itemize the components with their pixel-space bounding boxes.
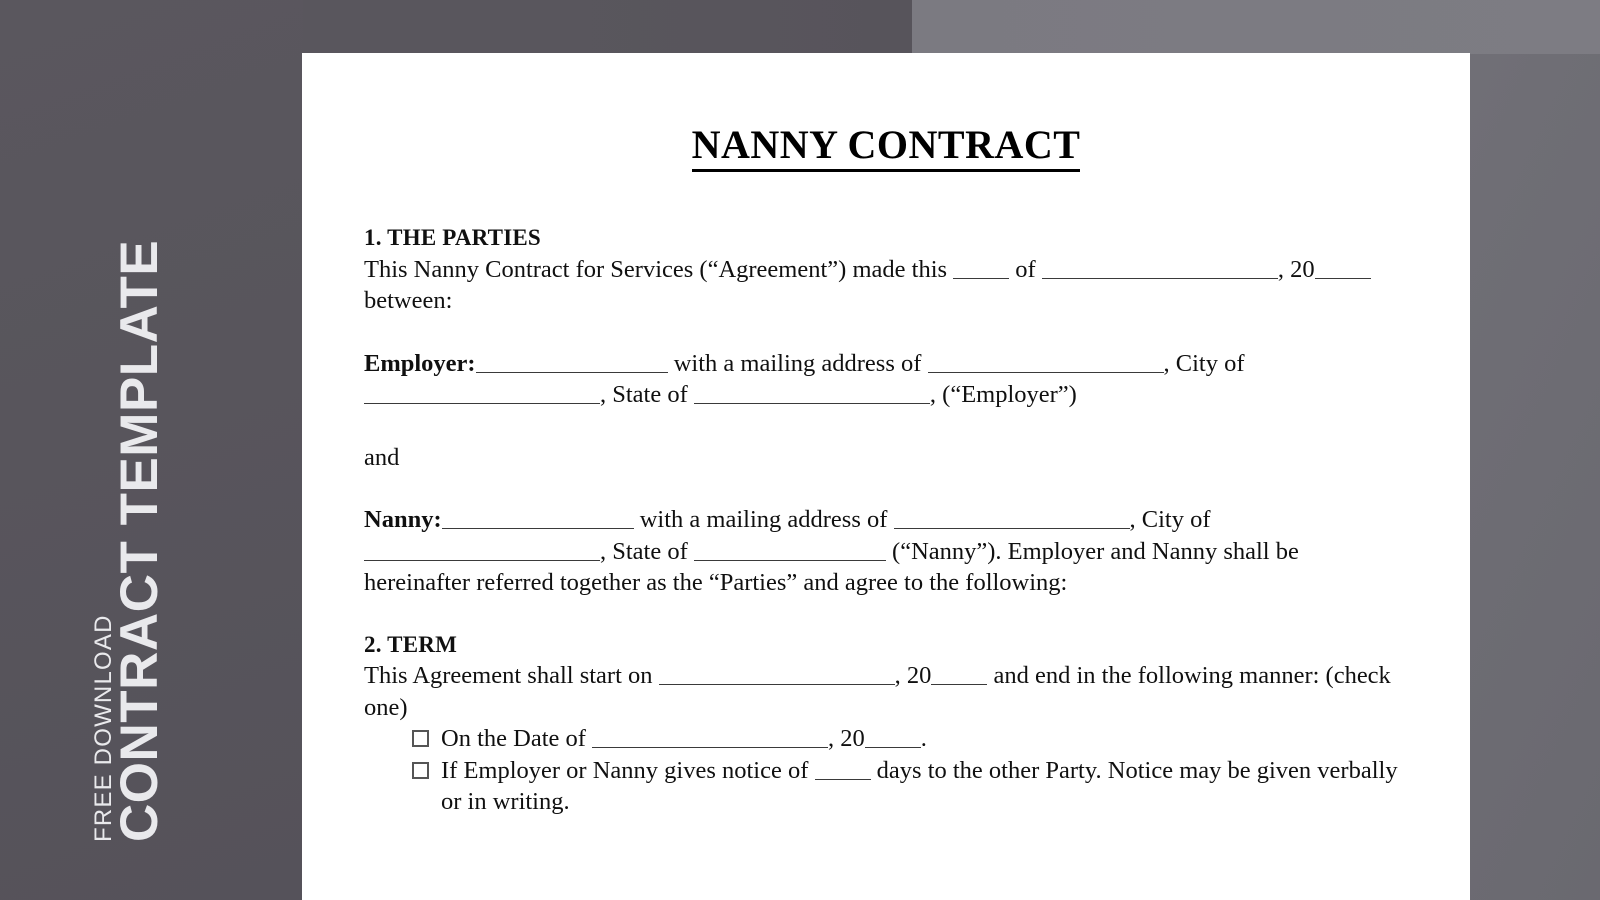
checkbox-label-on-date — [441, 723, 1402, 755]
parties-intro-paragraph — [364, 254, 1402, 317]
blank-employer-state[interactable] — [694, 381, 930, 404]
nanny-tail-text: (“Nanny”). Employer and Nanny shall be hereinafter referred together as the “Parties” and agree to the following: — [364, 537, 1299, 596]
blank-employer-name[interactable] — [476, 350, 668, 373]
blank-day[interactable] — [953, 256, 1009, 279]
employer-mid-text: with a mailing address of — [667, 349, 928, 377]
checkbox-row-notice[interactable] — [412, 755, 1402, 818]
term-text-c: and end in the following manner: (check one) — [364, 662, 1391, 721]
document-body — [302, 168, 1470, 818]
blank-month[interactable] — [1042, 256, 1278, 279]
blank-nanny-name[interactable] — [442, 506, 634, 529]
checkbox-label-notice — [441, 755, 1402, 818]
sidebar-free-download-label: FREE DOWNLOAD — [90, 614, 117, 842]
checkbox-notice-text-a: If Employer or Nanny gives notice of — [441, 756, 815, 784]
blank-end-date[interactable] — [592, 725, 828, 748]
blank-end-year[interactable] — [865, 725, 921, 748]
and-paragraph: and — [364, 443, 400, 471]
parties-intro-text-a: This Nanny Contract for Services (“Agreement”) made this — [364, 255, 954, 283]
nanny-label: Nanny: — [364, 506, 442, 533]
blank-start-year[interactable] — [931, 662, 987, 685]
employer-state-text: , State of — [600, 381, 694, 408]
nanny-state-text: , State of — [600, 537, 694, 565]
parties-intro-text-b: of — [1009, 255, 1042, 283]
section-heading-parties: 1. THE PARTIES — [364, 225, 541, 250]
checkbox-icon[interactable] — [412, 762, 429, 779]
term-paragraph — [364, 660, 1402, 723]
blank-nanny-address[interactable] — [894, 506, 1130, 529]
nanny-city-text: , City of — [1129, 506, 1211, 533]
checkbox-on-date-text-b: , 20 — [828, 725, 865, 752]
checkbox-row-on-date[interactable] — [412, 723, 1402, 755]
term-text-b: , 20 — [894, 662, 932, 689]
spacer — [364, 473, 1402, 504]
spacer — [364, 317, 1402, 348]
blank-nanny-state[interactable] — [694, 538, 886, 561]
section-heading-term: 2. TERM — [364, 631, 457, 657]
nanny-mid-text: with a mailing address of — [633, 506, 894, 533]
spacer — [364, 599, 1402, 629]
blank-employer-address[interactable] — [928, 350, 1164, 373]
nanny-paragraph — [364, 504, 1402, 599]
blank-nanny-city[interactable] — [364, 538, 600, 561]
document-title-text: NANNY CONTRACT — [692, 122, 1081, 172]
blank-start-date[interactable] — [659, 662, 895, 685]
parties-intro-text-d: between: — [364, 287, 453, 314]
spacer — [364, 411, 1402, 442]
blank-notice-days[interactable] — [815, 757, 871, 780]
employer-label: Employer: — [364, 349, 476, 377]
document-page — [302, 53, 1470, 900]
checkbox-on-date-text-a: On the Date of — [441, 725, 593, 752]
blank-employer-city[interactable] — [364, 381, 600, 404]
checkbox-notice-text-b: days to the other Party. Notice may be given verbally or in writing. — [441, 756, 1398, 815]
sidebar-panel — [0, 0, 303, 900]
employer-city-text: , City of — [1163, 349, 1245, 377]
checkbox-on-date-text-c: . — [920, 725, 927, 752]
parties-intro-text-c: , 20 — [1277, 255, 1315, 283]
checkbox-icon[interactable] — [412, 730, 429, 747]
employer-tail-text: , (“Employer”) — [929, 381, 1077, 408]
sidebar-contract-template-label: CONTRACT TEMPLATE — [110, 239, 169, 842]
term-text-a: This Agreement shall start on — [364, 662, 659, 689]
blank-year[interactable] — [1315, 256, 1371, 279]
term-checkbox-list — [364, 723, 1402, 818]
employer-paragraph — [364, 348, 1402, 411]
document-title — [302, 53, 1470, 168]
